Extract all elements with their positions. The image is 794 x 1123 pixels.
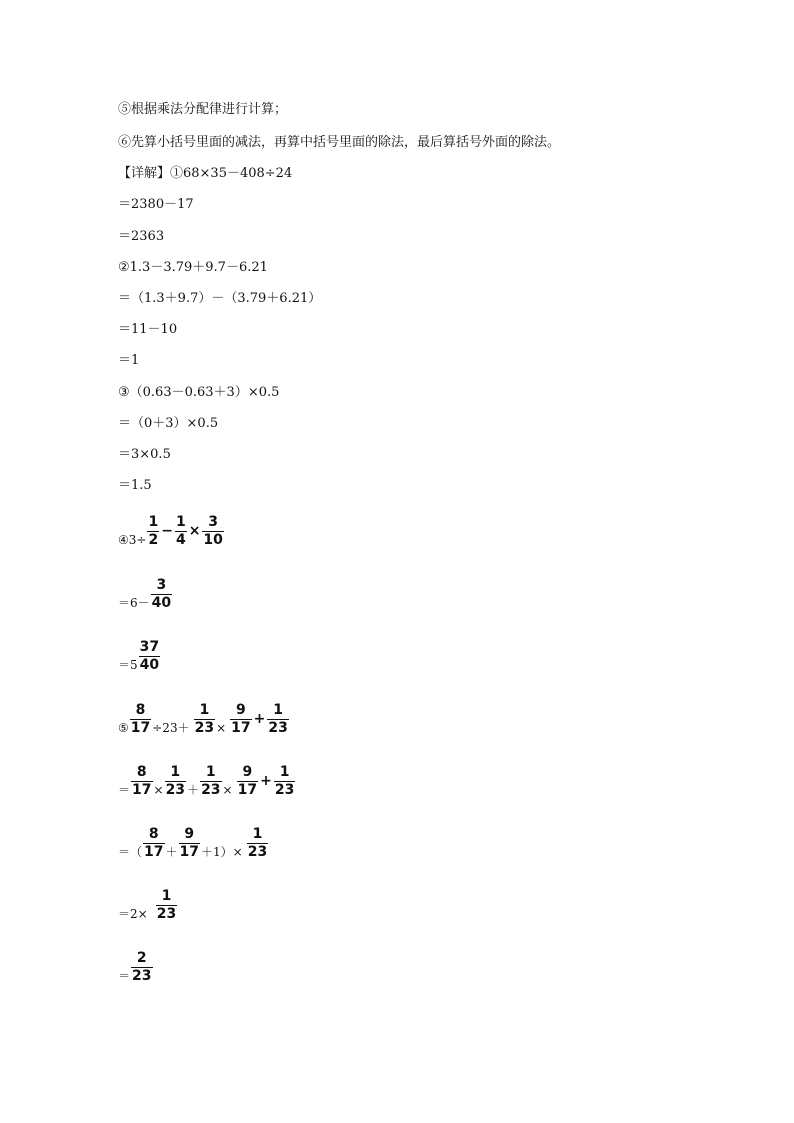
fraction	[139, 639, 160, 674]
fraction-denominator: 23	[201, 782, 221, 798]
fraction-denominator: 23	[274, 782, 295, 798]
equation-step	[118, 826, 269, 861]
fraction	[156, 888, 177, 923]
text-line: ＝1	[118, 353, 140, 368]
fraction-numerator: 9	[242, 764, 253, 780]
operator-text: ＋1）×	[201, 845, 243, 859]
fraction	[237, 764, 258, 799]
equation-step	[118, 764, 296, 799]
equation-step	[118, 950, 154, 985]
fraction-denominator: 40	[139, 657, 160, 673]
fraction-denominator: 23	[247, 844, 268, 860]
fraction-denominator: 23	[132, 968, 152, 984]
text-line-detail-1: 【详解】①68×35－408÷24	[118, 166, 293, 181]
fraction	[143, 826, 164, 861]
fraction-denominator: 23	[268, 720, 288, 736]
fraction-numerator: 8	[148, 826, 159, 842]
fraction	[130, 702, 151, 737]
equation-prefix: ＝6－	[118, 596, 150, 610]
fraction	[267, 702, 288, 737]
operator-text: ＋	[165, 845, 178, 859]
fraction-numerator: 37	[139, 639, 160, 655]
fraction-denominator: 17	[179, 844, 199, 860]
text-line-method-6: ⑥先算小括号里面的减法，再算中括号里面的除法，最后算括号外面的除法。	[118, 135, 561, 150]
fraction-numerator: 1	[205, 764, 216, 780]
fraction-denominator: 17	[132, 782, 152, 798]
fraction-denominator: 4	[175, 532, 186, 548]
equation-prefix: ⑤	[118, 721, 129, 735]
fraction	[202, 514, 223, 549]
fraction-numerator: 8	[135, 702, 146, 718]
fraction-numerator: 1	[170, 764, 181, 780]
fraction-numerator: 9	[184, 826, 195, 842]
equation-detail-4	[118, 514, 225, 549]
text-line: ＝（1.3＋9.7）－（3.79＋6.21）	[118, 291, 322, 306]
fraction-numerator: 1	[273, 702, 283, 718]
text-line: ＝2380－17	[118, 197, 194, 212]
fraction-numerator: 1	[279, 764, 290, 780]
fraction	[165, 764, 186, 799]
equation-prefix: ＝	[118, 783, 131, 797]
fraction-denominator: 23	[156, 906, 177, 922]
text-line-detail-2: ②1.3－3.79＋9.7－6.21	[118, 260, 268, 275]
fraction-numerator: 8	[136, 764, 147, 780]
text-line: ＝3×0.5	[118, 447, 171, 462]
fraction-denominator: 17	[130, 720, 151, 736]
fraction	[179, 826, 200, 861]
operator-text: ×	[153, 783, 164, 797]
text-line: ＝11－10	[118, 322, 178, 337]
equation-prefix: ＝	[118, 969, 131, 983]
plus-sign: +	[260, 773, 272, 789]
fraction-denominator: 17	[144, 844, 164, 860]
fraction	[247, 826, 268, 861]
fraction-numerator: 1	[148, 514, 159, 530]
fraction-numerator: 3	[156, 577, 167, 593]
fraction-numerator: 1	[175, 514, 186, 530]
fraction-denominator: 23	[165, 782, 186, 798]
equation-prefix: ＝5	[118, 658, 138, 672]
fraction	[230, 702, 251, 737]
text-line: ＝1.5	[118, 478, 152, 493]
fraction	[200, 764, 221, 799]
operator-text: ÷23＋	[152, 721, 190, 735]
equation-step	[118, 888, 178, 923]
fraction-numerator: 2	[136, 950, 147, 966]
equation-prefix: ＝2×	[118, 907, 148, 921]
operator-text: ＋	[187, 783, 200, 797]
fraction	[175, 514, 187, 549]
equation-step	[118, 639, 161, 674]
fraction	[151, 577, 172, 612]
minus-sign: −	[161, 523, 173, 539]
fraction-denominator: 23	[194, 720, 215, 736]
fraction-numerator: 1	[252, 826, 263, 842]
fraction-denominator: 10	[203, 532, 223, 548]
fraction	[194, 702, 215, 737]
text-line-method-5: ⑤根据乘法分配律进行计算；	[118, 102, 288, 117]
fraction-numerator: 3	[208, 514, 219, 530]
times-sign: ×	[188, 523, 201, 539]
equation-prefix: ④3÷	[118, 533, 147, 547]
fraction-denominator: 2	[148, 532, 159, 548]
fraction-denominator: 17	[231, 720, 251, 736]
fraction-numerator: 9	[235, 702, 246, 718]
fraction	[274, 764, 295, 799]
fraction	[131, 764, 152, 799]
fraction-numerator: 1	[161, 888, 172, 904]
equation-detail-5	[118, 702, 290, 737]
operator-text: ×	[222, 783, 233, 797]
fraction-denominator: 40	[151, 595, 172, 611]
fraction	[131, 950, 152, 985]
text-line: ＝（0＋3）×0.5	[118, 416, 219, 431]
fraction	[147, 514, 159, 549]
operator-text: ×	[216, 721, 227, 735]
equation-step	[118, 577, 173, 612]
text-line-detail-3: ③（0.63－0.63＋3）×0.5	[118, 385, 280, 400]
equation-prefix: ＝（	[118, 845, 143, 859]
fraction-numerator: 1	[199, 702, 210, 718]
fraction-denominator: 17	[237, 782, 258, 798]
text-line: ＝2363	[118, 229, 165, 244]
plus-sign: +	[253, 711, 266, 727]
